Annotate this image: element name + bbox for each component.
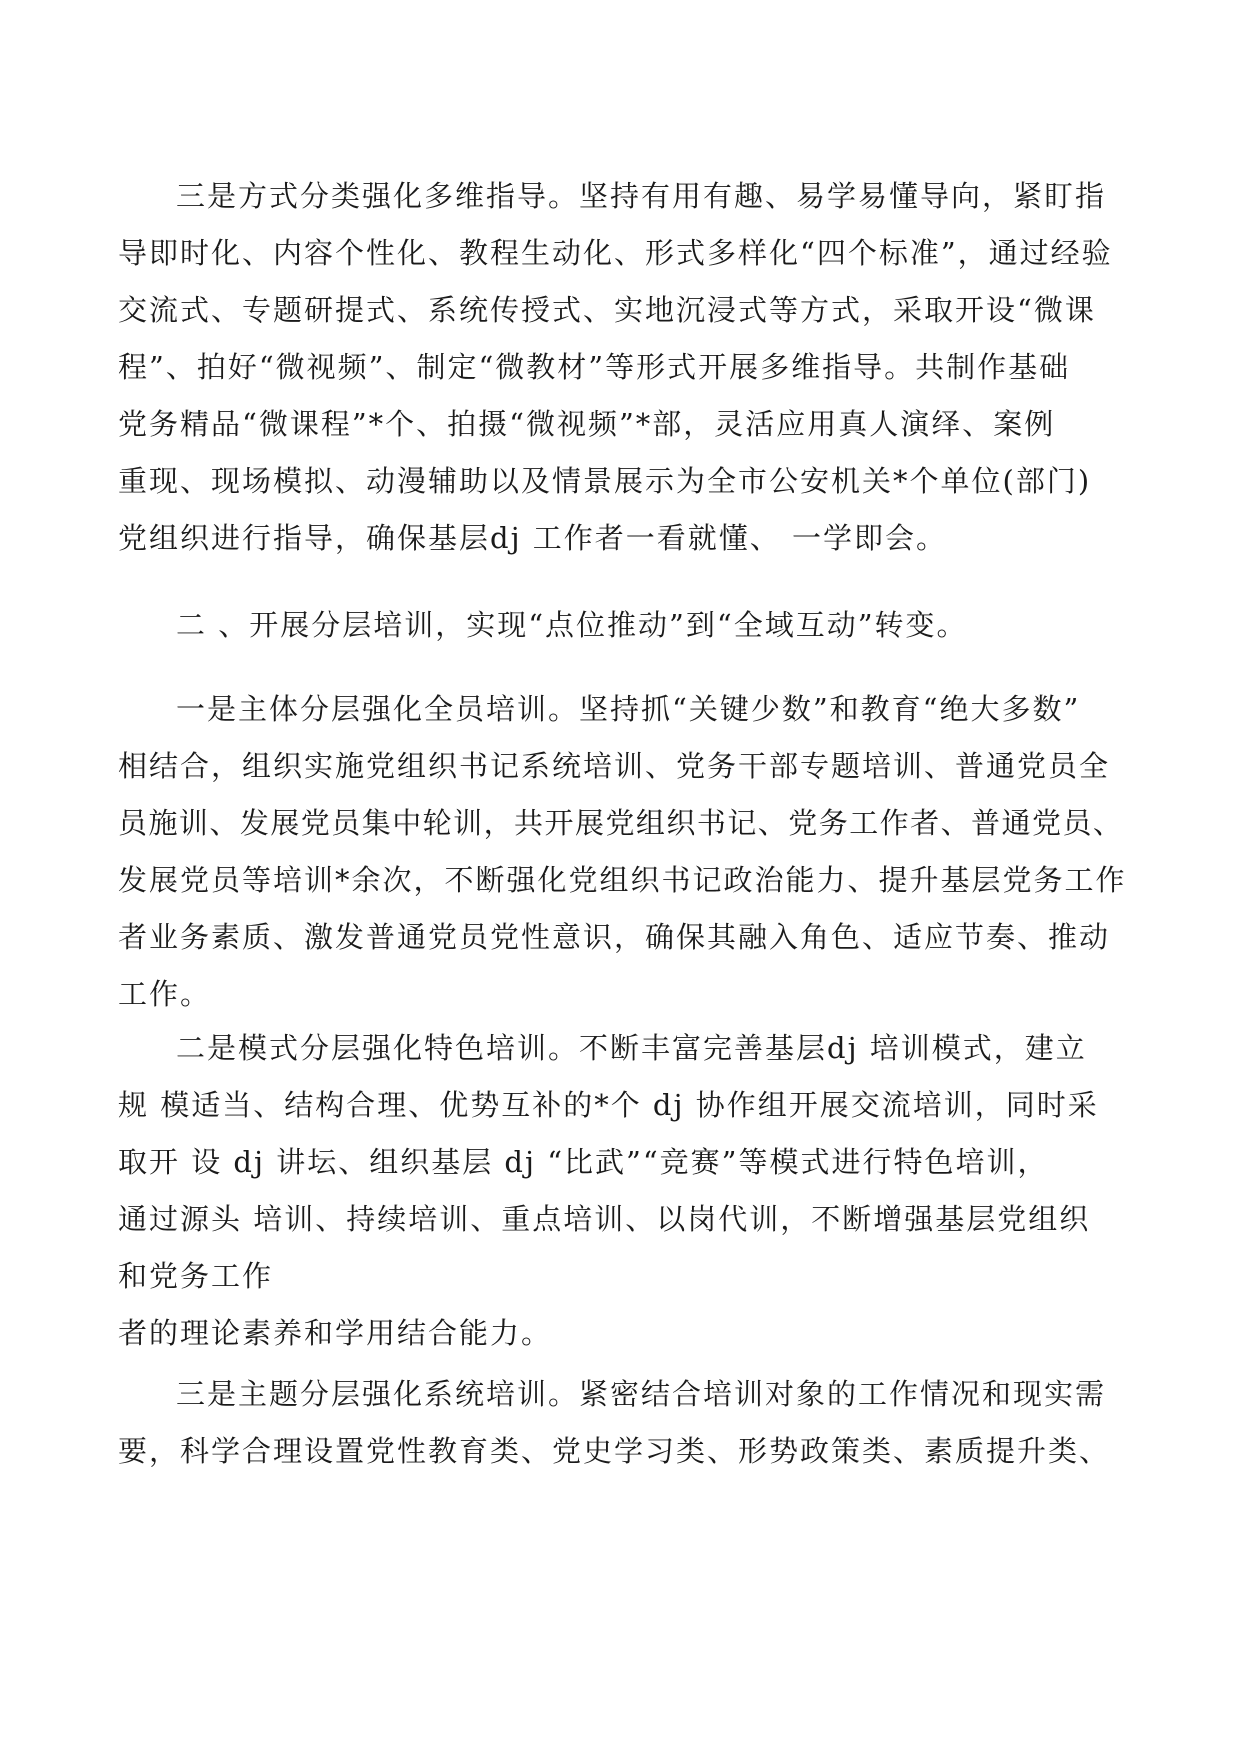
text-line: 三是方式分类强化多维指导。坚持有用有趣、易学易懂导向，紧盯指	[176, 179, 1107, 213]
text-line: 三是主题分层强化系统培训。紧密结合培训对象的工作情况和现实需	[176, 1377, 1107, 1411]
text-line: 党务精品“微课程”*个、拍摄“微视频”*部，灵活应用真人演绎、案例	[118, 407, 1056, 441]
text-line: 相结合，组织实施党组织书记系统培训、党务干部专题培训、普通党员全	[118, 749, 1111, 783]
text-line: 工作。	[118, 977, 212, 1011]
paragraph-4	[118, 1020, 1130, 1362]
text-line: 者的理论素养和学用结合能力。	[118, 1316, 553, 1350]
text-line: 和党务工作	[118, 1259, 274, 1293]
text-line: 要，科学合理设置党性教育类、党史学习类、形势政策类、素质提升类、	[118, 1434, 1111, 1468]
text-line: 一是主体分层强化全员培训。坚持抓“关键少数”和教育“绝大多数”	[176, 692, 1081, 726]
paragraph-3	[118, 681, 1130, 1023]
text-line: 党组织进行指导，确保基层dj 工作者一看就懂、 一学即会。	[118, 521, 947, 555]
paragraph-5	[118, 1366, 1130, 1480]
text-line: 员施训、发展党员集中轮训，共开展党组织书记、党务工作者、普通党员、	[118, 806, 1124, 840]
text-line: 交流式、专题研提式、系统传授式、实地沉浸式等方式，采取开设“微课	[118, 293, 1096, 327]
text-line: 通过源头 培训、持续培训、重点培训、以岗代训，不断增强基层党组织	[118, 1202, 1091, 1236]
text-line: 二是模式分层强化特色培训。不断丰富完善基层dj 培训模式，建立	[176, 1031, 1087, 1065]
text-line: 程”、拍好“微视频”、制定“微教材”等形式开展多维指导。共制作基础	[118, 350, 1071, 384]
text-line: 规 模适当、结构合理、优势互补的*个 dj 协作组开展交流培训，同时采	[118, 1088, 1099, 1122]
text-line: 发展党员等培训*余次，不断强化党组织书记政治能力、提升基层党务工作	[118, 863, 1127, 897]
text-line: 者业务素质、激发普通党员党性意识，确保其融入角色、适应节奏、推动	[118, 920, 1111, 954]
text-line: 重现、现场模拟、动漫辅助以及情景展示为全市公安机关*个单位(部门)	[118, 464, 1092, 498]
text-line: 取开 设 dj 讲坛、组织基层 dj “比武”“竞赛”等模式进行特色培训，	[118, 1145, 1049, 1179]
section-heading	[118, 597, 1130, 654]
paragraph-1	[118, 168, 1130, 567]
heading-line: 二 、开展分层培训，实现“点位推动”到“全域互动”转变。	[176, 608, 968, 642]
text-line: 导即时化、内容个性化、教程生动化、形式多样化“四个标准”，通过经验	[118, 236, 1113, 270]
